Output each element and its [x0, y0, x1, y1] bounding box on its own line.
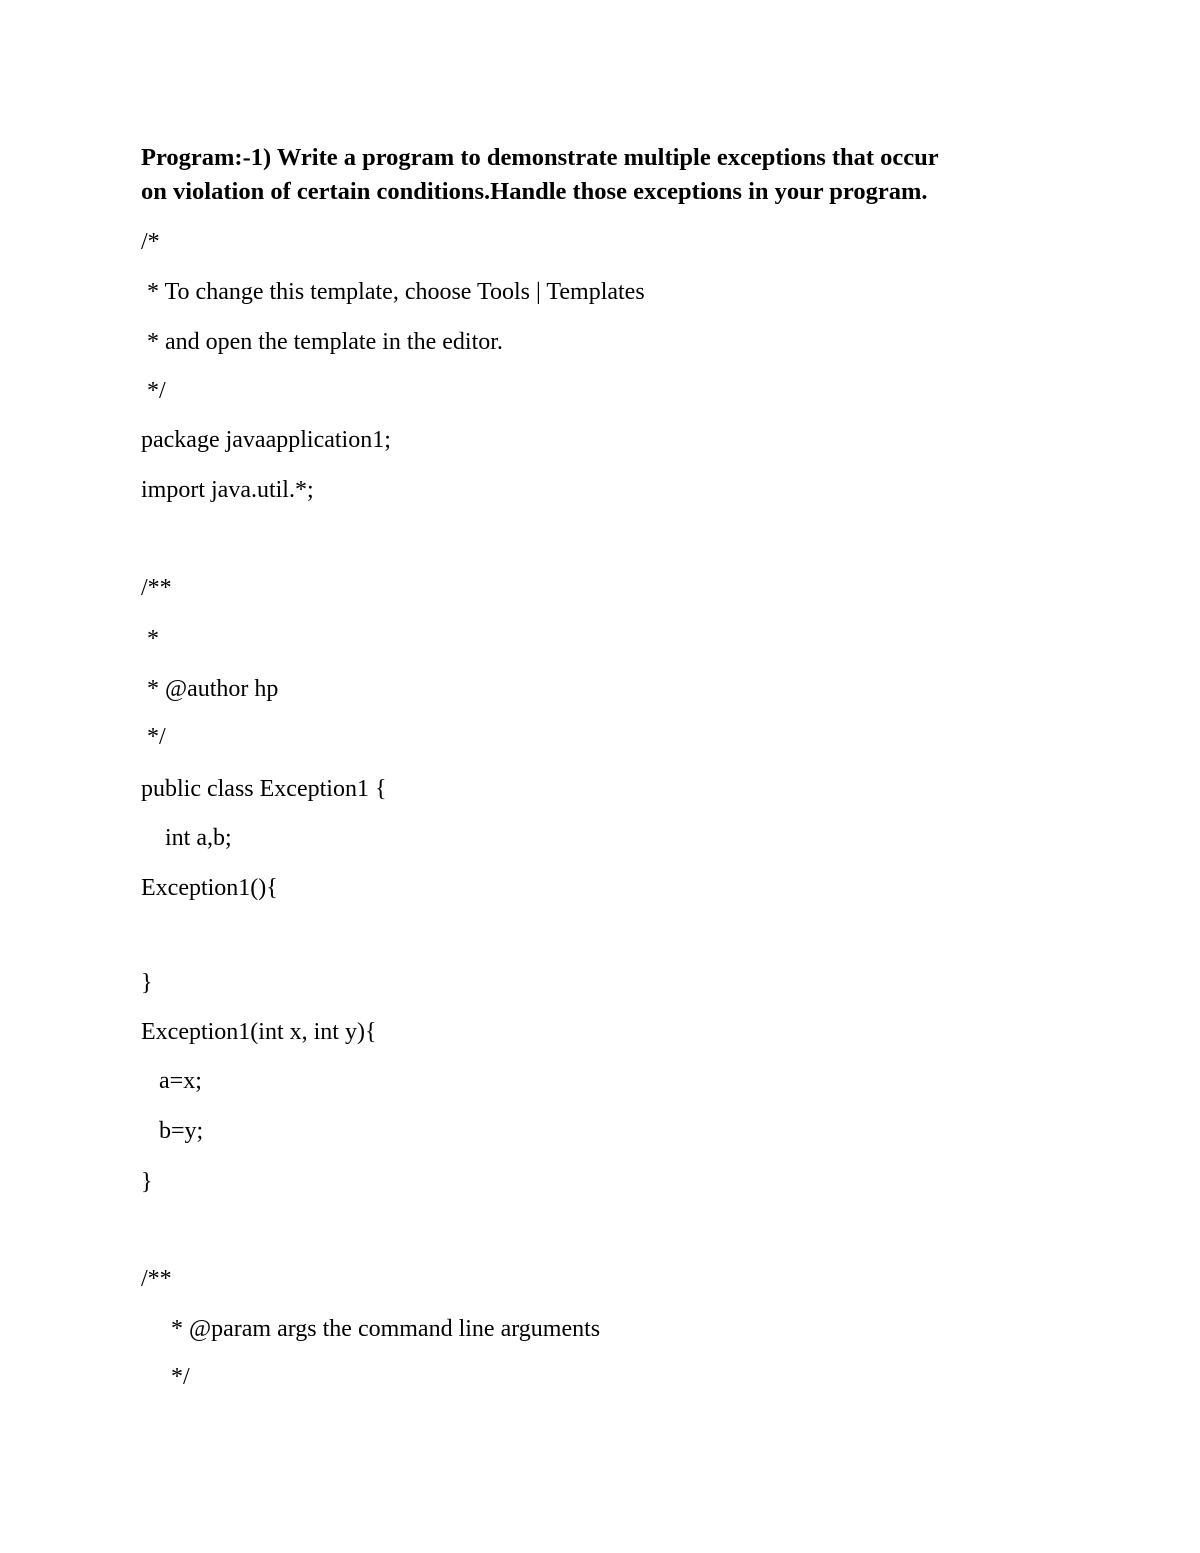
heading-line-2: on violation of certain conditions.Handle those exceptions in your program.: [141, 178, 928, 205]
code-line: Exception1(){: [141, 875, 278, 901]
code-line: public class Exception1 {: [141, 776, 387, 802]
code-line: package javaapplication1;: [141, 427, 391, 453]
code-line: */: [141, 378, 166, 404]
code-line: * @param args the command line arguments: [141, 1316, 601, 1342]
code-line: * To change this template, choose Tools | Templates: [141, 279, 645, 305]
code-line: /**: [141, 1266, 172, 1292]
code-line: */: [141, 1364, 190, 1390]
code-line: * @author hp: [141, 676, 279, 702]
code-line: }: [141, 1169, 153, 1195]
code-line: a=x;: [141, 1068, 202, 1094]
code-line: }: [141, 970, 153, 996]
program-heading: [141, 141, 1071, 209]
heading-line-1: Program:-1) Write a program to demonstrate multiple exceptions that occur: [141, 144, 939, 171]
code-line: Exception1(int x, int y){: [141, 1019, 377, 1045]
code-line: /*: [141, 229, 160, 255]
code-line: */: [141, 724, 166, 750]
code-line: int a,b;: [141, 825, 232, 851]
code-line: * and open the template in the editor.: [141, 329, 503, 355]
code-line: import java.util.*;: [141, 477, 314, 503]
code-line: *: [141, 626, 159, 652]
code-line: /**: [141, 575, 172, 601]
code-line: b=y;: [141, 1118, 204, 1144]
